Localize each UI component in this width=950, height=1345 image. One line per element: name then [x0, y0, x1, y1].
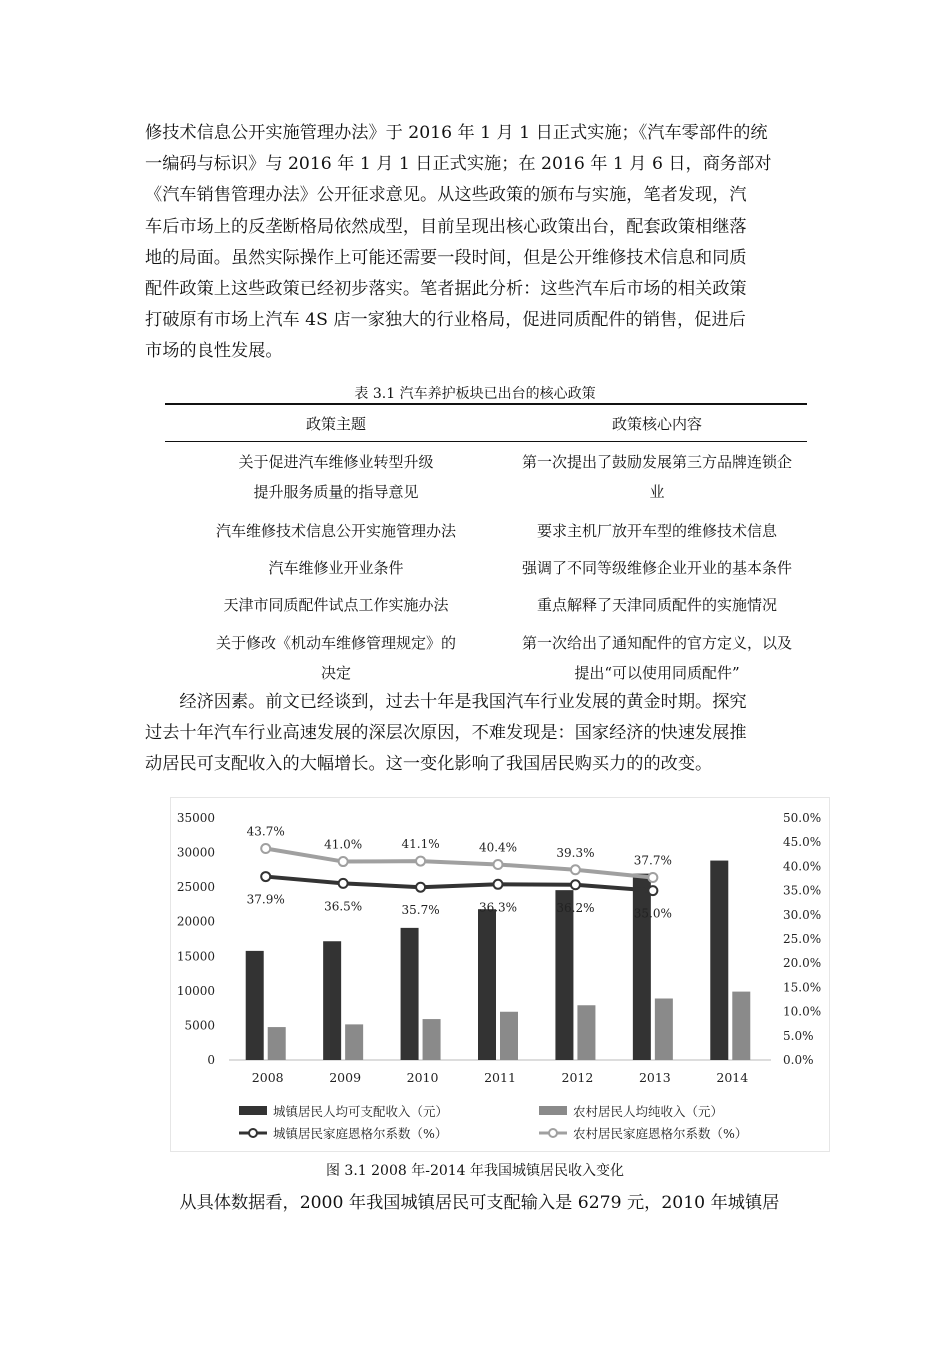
cell-content: [507, 549, 807, 586]
cell-content: [507, 512, 807, 549]
cell-content: [507, 442, 807, 513]
y2-tick-label: 45.0%: [783, 835, 822, 850]
table-row: [165, 549, 807, 586]
figure-caption: 图 3.1 2008 年-2014 年我国城镇居民收入变化: [325, 1163, 625, 1179]
line-marker: [648, 873, 657, 882]
data-label: 43.7%: [246, 824, 285, 839]
data-label: 36.3%: [478, 900, 518, 915]
text-line: 《汽车销售管理办法》公开征求意见。从这些政策的颁布与实施，笔者发现，汽: [145, 185, 747, 206]
table-row: [165, 586, 807, 623]
cell-line: 业: [649, 483, 665, 501]
cell-line: 决定: [320, 664, 351, 682]
text-line: 过去十年汽车行业高速发展的深层次原因，不难发现是：国家经济的快速发展推: [145, 723, 747, 744]
legend-label: 城镇居民家庭恩格尔系数（%）: [273, 1126, 448, 1141]
y2-tick-label: 40.0%: [783, 859, 822, 874]
legend-swatch: [239, 1106, 267, 1115]
cell-line: 关于促进汽车维修业转型升级: [238, 453, 434, 471]
bar-rural: [655, 998, 673, 1060]
line-marker: [261, 872, 270, 881]
line-marker: [648, 886, 657, 895]
y2-tick-label: 20.0%: [783, 956, 822, 971]
x-tick-label: 2013: [638, 1070, 671, 1085]
y-tick-label: 0: [207, 1053, 215, 1067]
bar-urban: [555, 890, 573, 1060]
bar-rural: [423, 1019, 441, 1060]
y2-tick-label: 25.0%: [783, 932, 822, 946]
cell-line: 关于修改《机动车维修管理规定》的: [215, 634, 456, 652]
x-tick-label: 2010: [406, 1070, 439, 1085]
y-tick-label: 15000: [176, 949, 215, 964]
line-marker: [494, 880, 503, 889]
y-tick-label: 20000: [176, 914, 215, 929]
text-line: 经济因素。前文已经谈到，过去十年是我国汽车行业发展的黄金时期。探究: [145, 692, 747, 712]
data-label: 40.4%: [478, 840, 518, 855]
data-label: 36.5%: [324, 899, 363, 914]
x-tick-label: 2014: [716, 1070, 749, 1085]
y-tick-label: 5000: [184, 1018, 215, 1033]
table-row: [165, 623, 807, 693]
bar-rural: [268, 1027, 286, 1060]
cell-topic: [165, 442, 507, 513]
line-marker: [261, 844, 270, 853]
data-label: 35.0%: [633, 906, 672, 921]
legend-marker: [549, 1129, 557, 1137]
cell-line: 第一次提出了鼓励发展第三方品牌连锁企: [521, 453, 792, 471]
line-marker: [416, 883, 425, 892]
y2-tick-label: 50.0%: [783, 811, 822, 825]
line-marker: [339, 879, 348, 888]
income-chart: [170, 797, 830, 1152]
data-label: 41.0%: [324, 837, 363, 852]
cell-line: 提出“可以使用同质配件”: [574, 664, 740, 682]
cell-topic: [165, 512, 507, 549]
cell-line: 汽车维修技术信息公开实施管理办法: [215, 521, 456, 540]
y2-tick-label: 10.0%: [783, 1004, 822, 1019]
bar-urban: [478, 909, 496, 1060]
y2-tick-label: 15.0%: [783, 980, 822, 995]
x-tick-label: 2008: [251, 1070, 284, 1085]
x-tick-label: 2009: [329, 1070, 362, 1085]
cell-line: 要求主机厂放开车型的维修技术信息: [536, 521, 777, 540]
line-marker: [339, 857, 348, 866]
income-chart-svg: [171, 798, 831, 1153]
paragraph-policy: [145, 118, 807, 368]
policy-table: [165, 403, 807, 693]
data-label: 39.3%: [556, 845, 595, 860]
text-line: 修技术信息公开实施管理办法》于 2016 年 1 月 1 日正式实施；《汽车零部件的统: [145, 123, 768, 143]
x-tick-label: 2011: [484, 1070, 516, 1085]
table-caption: 表 3.1 汽车养护板块已出台的核心政策: [354, 386, 596, 402]
text-line: 配件政策上这些政策已经初步落实。笔者据此分析：这些汽车后市场的相关政策: [145, 279, 747, 300]
y-tick-label: 10000: [176, 983, 215, 998]
bar-rural: [500, 1012, 518, 1060]
bar-urban: [401, 928, 419, 1060]
cell-line: 重点解释了天津同质配件的实施情况: [536, 595, 777, 614]
cell-topic: [165, 549, 507, 586]
legend-marker: [249, 1129, 257, 1137]
y2-tick-label: 35.0%: [783, 883, 822, 898]
table-row: [165, 512, 807, 549]
cell-line: 强调了不同等级维修企业开业的基本条件: [521, 558, 792, 577]
line-marker: [494, 860, 503, 869]
text-line: 动居民可支配收入的大幅增长。这一变化影响了我国居民购买力的的改变。: [145, 754, 713, 775]
legend-swatch: [539, 1106, 567, 1115]
data-label: 41.1%: [401, 837, 440, 852]
text-line: 打破原有市场上汽车 4S 店一家独大的行业格局，促进同质配件的销售，促进后: [145, 310, 746, 331]
text-line: 地的局面。虽然实际操作上可能还需要一段时间，但是公开维修技术信息和同质: [145, 247, 747, 268]
cell-line: 提升服务质量的指导意见: [253, 483, 419, 501]
legend-label: 农村居民家庭恩格尔系数（%）: [573, 1126, 748, 1141]
line-marker: [571, 880, 580, 889]
y-tick-label: 25000: [176, 880, 215, 895]
y-tick-label: 35000: [176, 811, 215, 825]
table-row: [165, 442, 807, 513]
header-content: 政策核心内容: [507, 404, 807, 442]
bar-urban: [633, 874, 651, 1060]
y-tick-label: 30000: [176, 845, 215, 860]
data-label: 37.9%: [246, 892, 285, 907]
line-marker: [416, 857, 425, 866]
cell-topic: [165, 586, 507, 623]
legend-label: 城镇居民人均可支配收入（元）: [273, 1104, 449, 1119]
y2-tick-label: 5.0%: [783, 1028, 814, 1043]
x-tick-label: 2012: [561, 1070, 594, 1085]
line-urban-engel: [266, 877, 653, 891]
bar-rural: [345, 1024, 363, 1060]
text-line: 一编码与标识》与 2016 年 1 月 1 日正式实施；在 2016 年 1 月 6 日，商务部对: [145, 154, 772, 175]
text-line: 从具体数据看，2000 年我国城镇居民可支配输入是 6279 元，2010 年城镇居: [145, 1193, 780, 1213]
bar-urban: [246, 951, 264, 1060]
cell-topic: [165, 623, 507, 693]
y2-tick-label: 30.0%: [783, 907, 822, 922]
data-label: 36.2%: [556, 900, 595, 915]
data-label: 35.7%: [401, 903, 440, 918]
header-topic: 政策主题: [165, 404, 507, 442]
bar-rural: [577, 1005, 595, 1060]
text-line: 市场的良性发展。: [145, 341, 283, 362]
paragraph-economy: [145, 687, 807, 781]
legend-label: 农村居民人均纯收入（元）: [573, 1104, 724, 1119]
bar-urban: [323, 941, 341, 1060]
cell-content: [507, 586, 807, 623]
cell-content: [507, 623, 807, 693]
line-marker: [571, 865, 580, 874]
bar-urban: [710, 861, 728, 1060]
text-line: 车后市场上的反垄断格局依然成型，目前呈现出核心政策出台，配套政策相继落: [145, 216, 747, 237]
data-label: 37.7%: [633, 853, 672, 868]
cell-line: 第一次给出了通知配件的官方定义，以及: [521, 634, 792, 652]
table-header-row: [165, 404, 807, 442]
cell-line: 汽车维修业开业条件: [268, 558, 404, 577]
cell-line: 天津市同质配件试点工作实施办法: [223, 595, 449, 614]
y2-tick-label: 0.0%: [783, 1053, 814, 1067]
paragraph-data: [145, 1188, 807, 1219]
bar-rural: [732, 992, 750, 1060]
